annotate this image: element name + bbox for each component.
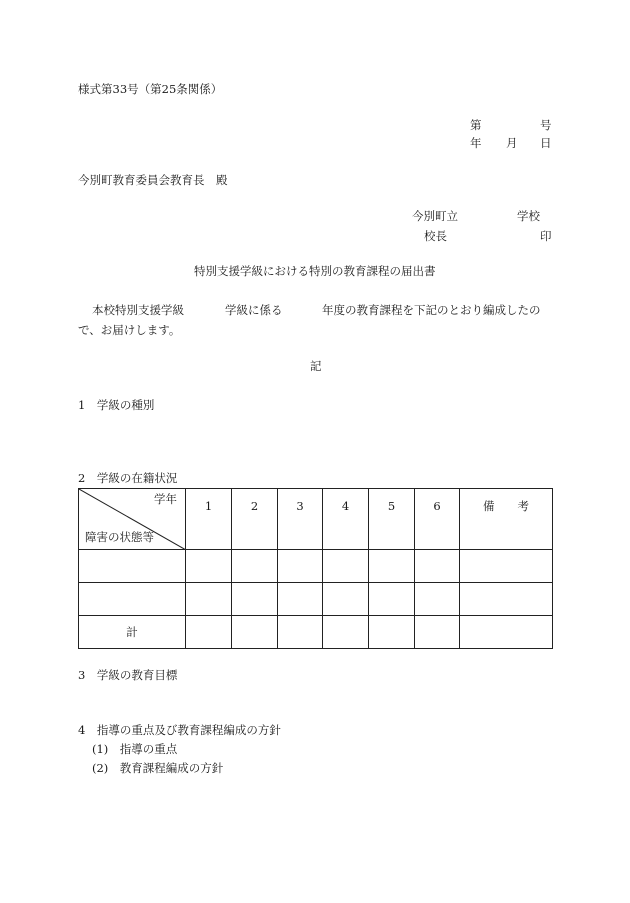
addressee: 今別町教育委員会教育長 殿: [78, 173, 228, 187]
grade-header-6: 6: [415, 489, 460, 550]
date-year: 年: [470, 136, 482, 150]
body-segment-3: 年度の教育課程を下記のとおり編成したの: [322, 303, 541, 317]
table-row: [79, 550, 553, 583]
grade-header-1: 1: [186, 489, 232, 550]
body-segment-1: 本校特別支援学級: [92, 303, 184, 317]
body-segment-2: 学級に係る: [225, 303, 283, 317]
doc-number-dai: 第: [470, 118, 482, 132]
document-title: 特別支援学級における特別の教育課程の届出書: [194, 264, 436, 278]
school-suffix: 学校: [517, 209, 540, 223]
total-label: 計: [79, 616, 186, 649]
section-4-2-heading: (2) 教育課程編成の方針: [92, 761, 224, 775]
date-day: 日: [540, 136, 552, 150]
disability-axis-label: 障害の状態等: [85, 529, 154, 544]
table-corner-cell: [79, 489, 186, 550]
section-4-heading: 4 指導の重点及び教育課程編成の方針: [78, 723, 281, 737]
grade-axis-label: 学年: [154, 492, 177, 506]
grade-header-3: 3: [278, 489, 323, 550]
enrollment-table: [78, 488, 553, 649]
table-row: [79, 583, 553, 616]
grade-header-4: 4: [323, 489, 369, 550]
section-3-heading: 3 学級の教育目標: [78, 668, 178, 682]
form-number: 様式第33号（第25条関係）: [78, 82, 223, 96]
date-month: 月: [506, 136, 518, 150]
section-2-heading: 2 学級の在籍状況: [78, 471, 178, 485]
body-line-2: で、お届けします。: [78, 323, 181, 337]
section-1-heading: 1 学級の種別: [78, 398, 155, 412]
grade-header-2: 2: [232, 489, 278, 550]
total-row: [79, 616, 553, 649]
doc-number-go: 号: [540, 118, 552, 132]
school-prefix: 今別町立: [412, 209, 458, 223]
ki-heading: 記: [310, 359, 322, 373]
grade-header-5: 5: [369, 489, 415, 550]
seal-mark: 印: [540, 229, 552, 243]
remarks-header: 備 考: [460, 489, 553, 550]
principal-label: 校長: [424, 229, 447, 243]
section-4-1-heading: (1) 指導の重点: [92, 742, 178, 756]
